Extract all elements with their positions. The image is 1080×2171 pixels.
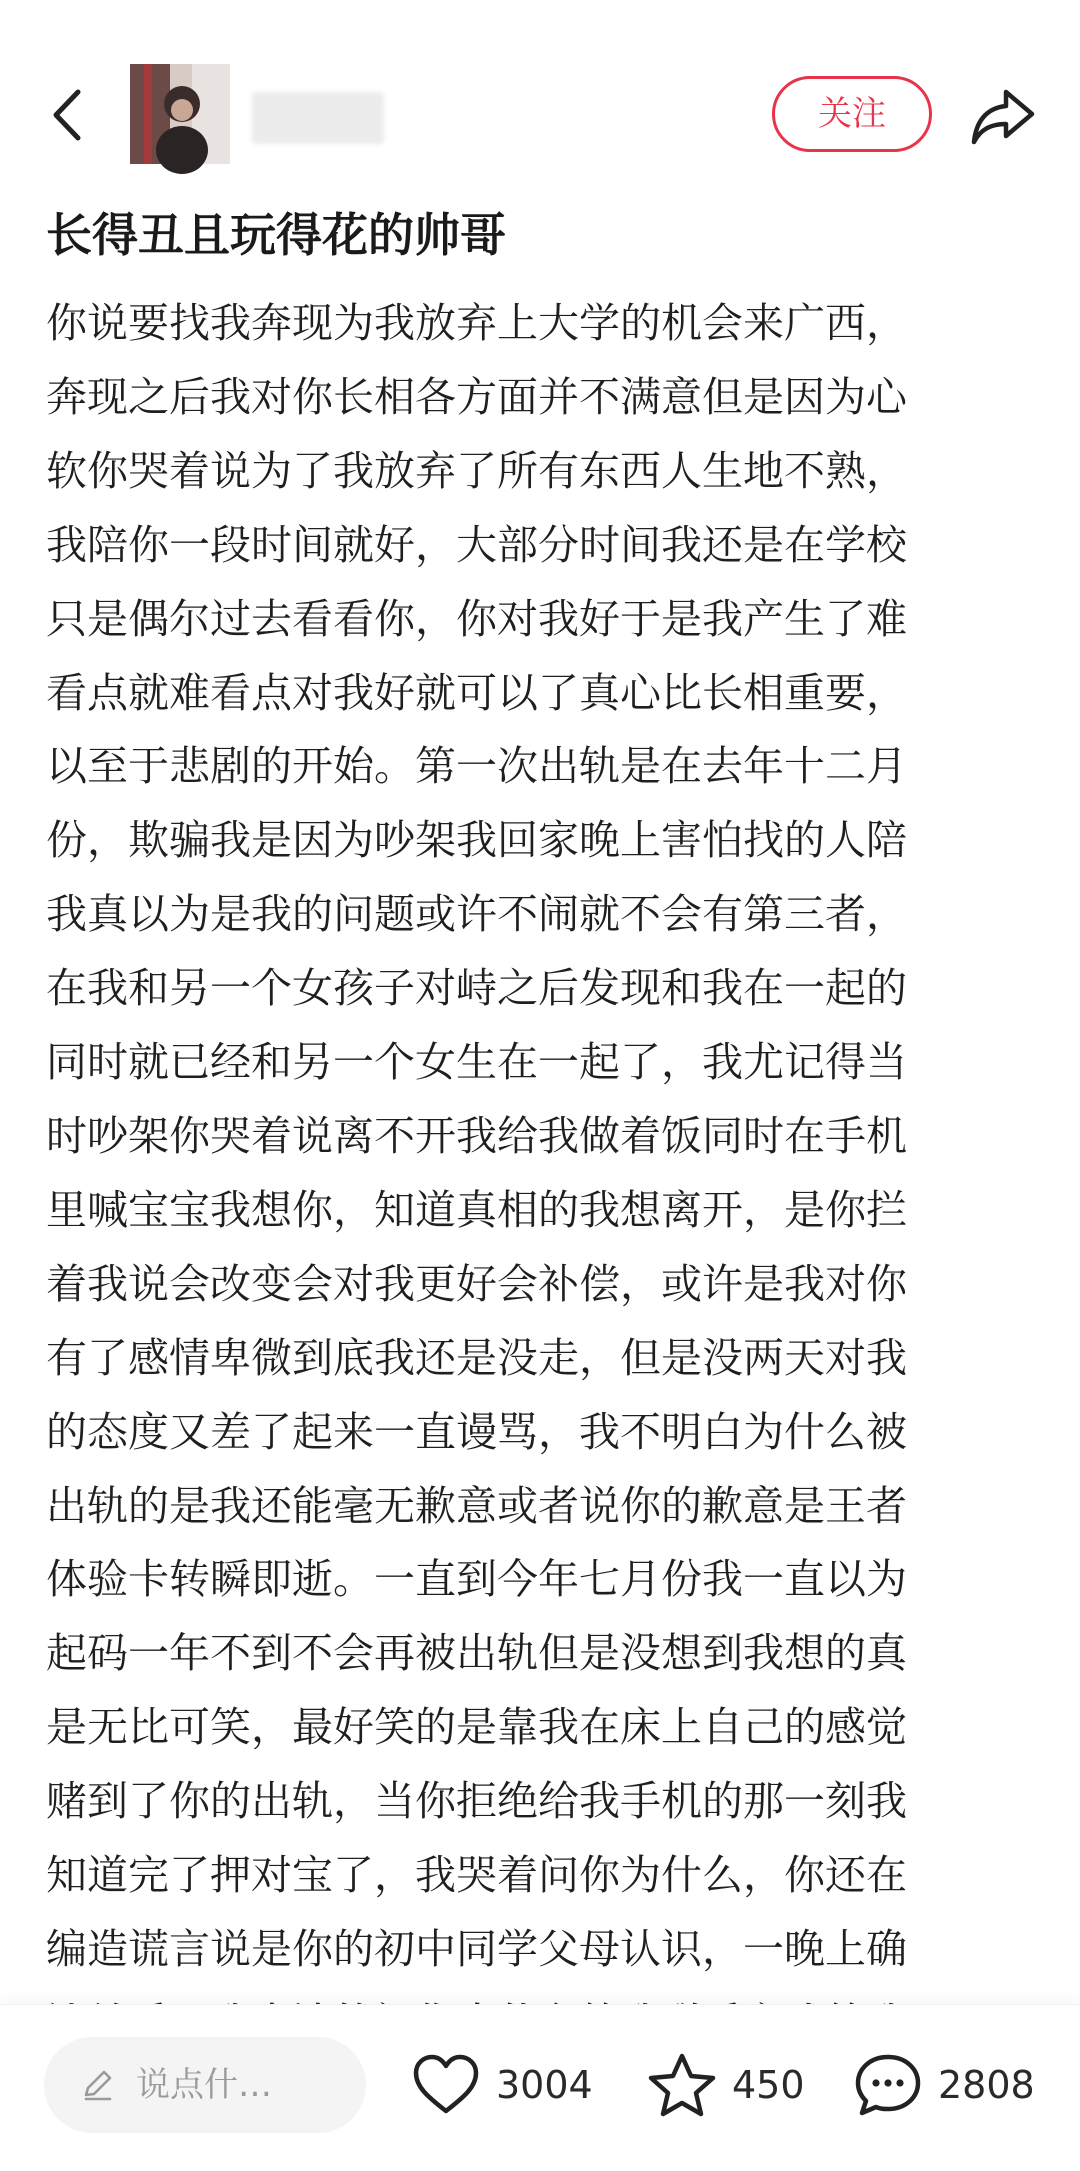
like-button[interactable]: [410, 2045, 593, 2125]
post-body-line: 起码一年不到不会再被出轨但是没想到我想的真: [46, 1629, 907, 1678]
post-title: 长得丑且玩得花的帅哥: [46, 208, 506, 262]
heart-icon: [410, 2051, 482, 2117]
post-body-line: 时吵架你哭着说离不开我给我做着饭同时在手机: [46, 1111, 907, 1160]
top-nav-bar: [0, 0, 1080, 200]
post-body: [46, 287, 1046, 2005]
post-body-line: 出轨的是我还能毫无歉意或者说你的歉意是王者: [46, 1481, 907, 1530]
post-body-line: 以至于悲剧的开始。第一次出轨是在去年十二月: [46, 742, 907, 791]
author-avatar[interactable]: [130, 64, 230, 164]
post-body-line: 份，欺骗我是因为吵架我回家晚上害怕找的人陪: [46, 816, 907, 865]
favorite-button[interactable]: [646, 2045, 816, 2125]
post-body-line: 是无比可笑，最好笑的是靠我在床上自己的感觉: [46, 1703, 907, 1752]
post-body-line: 同时就已经和另一个女生在一起了，我尤记得当: [46, 1038, 907, 1087]
post-body-line: 有了感情卑微到底我还是没走，但是没两天对我: [46, 1333, 907, 1382]
post-body-line: 看点就难看点对我好就可以了真心比长相重要，: [46, 668, 907, 717]
comment-bubble-icon: [852, 2051, 924, 2119]
follow-button[interactable]: 关注: [772, 76, 932, 152]
post-body-line: 知道完了押对宝了，我哭着问你为什么，你还在: [46, 1851, 907, 1900]
author-name-blurred[interactable]: [252, 92, 384, 144]
post-body-line: 你说要找我奔现为我放弃上大学的机会来广西，: [46, 299, 907, 347]
share-arrow-icon: [968, 84, 1038, 150]
post-body-line: 我陪你一段时间就好，大部分时间我还是在学校: [46, 520, 907, 569]
chevron-left-icon: [40, 80, 100, 150]
comment-count: 2808: [938, 2063, 1035, 2107]
comments-button[interactable]: [852, 2045, 1052, 2125]
post-body-line: 体验卡转瞬即逝。一直到今年七月份我一直以为: [46, 1555, 907, 1604]
post-body-line: 在我和另一个女孩子对峙之后发现和我在一起的: [46, 964, 907, 1013]
star-icon: [646, 2051, 718, 2119]
comment-placeholder: 说点什…: [136, 2065, 272, 2105]
post-body-line: 我真以为是我的问题或许不闹就不会有第三者，: [46, 890, 907, 939]
post-body-line: 赌到了你的出轨，当你拒绝给我手机的那一刻我: [46, 1777, 907, 1826]
post-body-line: 的态度又差了起来一直谩骂，我不明白为什么被: [46, 1407, 907, 1456]
share-button[interactable]: [968, 84, 1038, 150]
post-body-line: 只是偶尔过去看看你，你对我好于是我产生了难: [46, 594, 907, 643]
bottom-action-bar: [0, 2004, 1080, 2171]
post-body-line: 里喊宝宝我想你，知道真相的我想离开，是你拦: [46, 1185, 907, 1234]
favorite-count: 450: [732, 2063, 805, 2107]
post-body-line: 编造谎言说是你的初中同学父母认识，一晚上确: [46, 1924, 907, 1973]
post-body-line: 软你哭着说为了我放弃了所有东西人生地不熟，: [46, 446, 907, 495]
post-body-line: 着我说会改变会对我更好会补偿，或许是我对你: [46, 1259, 907, 1308]
avatar-image: [130, 64, 230, 164]
back-button[interactable]: [40, 80, 100, 150]
comment-input[interactable]: [44, 2037, 366, 2133]
like-count: 3004: [496, 2063, 593, 2107]
post-body-line: 奔现之后我对你长相各方面并不满意但是因为心: [46, 372, 907, 421]
pencil-icon: [80, 2067, 116, 2103]
